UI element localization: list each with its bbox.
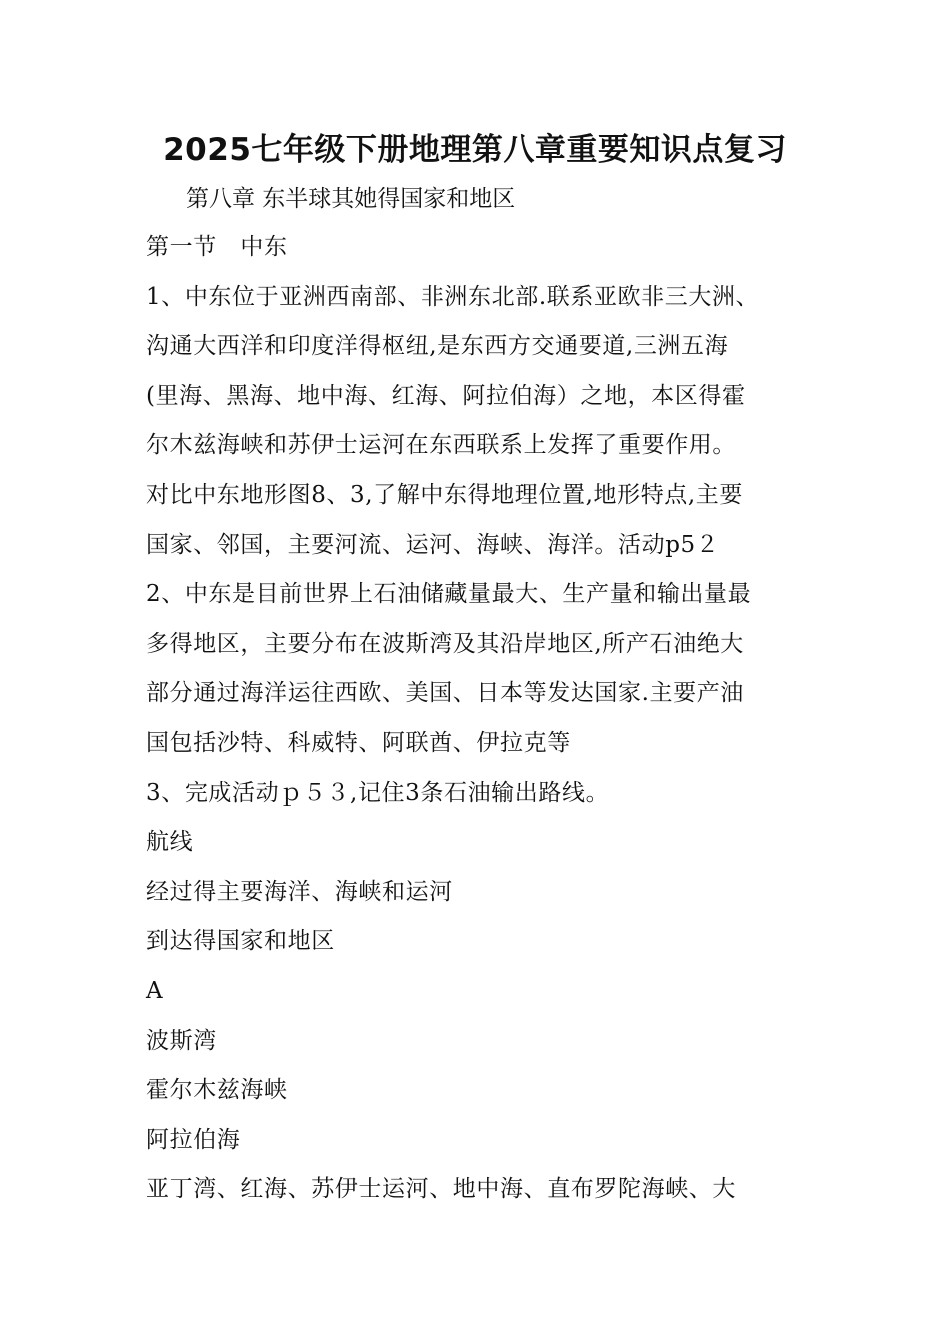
route-item: 阿拉伯海 — [146, 1126, 241, 1153]
table-header-passage: 经过得主要海洋、海峡和运河 — [146, 878, 453, 905]
paragraph-line: 对比中东地形图8、3,了解中东得地理位置,地形特点,主要 — [146, 481, 743, 508]
chapter-subtitle: 第八章 东半球其她得国家和地区 — [186, 186, 516, 212]
section-heading: 第一节 中东 — [146, 234, 288, 260]
paragraph-line: 2、中东是目前世界上石油储藏量最大、生产量和输出量最 — [146, 581, 752, 608]
paragraph-line: 国家、邻国，主要河流、运河、海峡、海洋。活动p5２ — [146, 531, 720, 558]
paragraph-line: 1、中东位于亚洲西南部、非洲东北部.联系亚欧非三大洲、 — [146, 283, 760, 310]
route-item: 波斯湾 — [146, 1027, 217, 1054]
paragraph-line: 多得地区，主要分布在波斯湾及其沿岸地区,所产石油绝大 — [146, 630, 744, 657]
route-item: 霍尔木兹海峡 — [146, 1077, 288, 1104]
paragraph-line: 国包括沙特、科威特、阿联酋、伊拉克等 — [146, 729, 571, 756]
paragraph-line: (里海、黑海、地中海、红海、阿拉伯海）之地，本区得霍 — [146, 382, 746, 409]
route-label: A — [146, 977, 164, 1004]
table-header-route: 航线 — [146, 829, 194, 856]
paragraph-line: 尔木兹海峡和苏伊士运河在东西联系上发挥了重要作用。 — [146, 432, 736, 459]
table-header-destination: 到达得国家和地区 — [146, 928, 335, 955]
paragraph-line: 3、完成活动ｐ５３,记住3条石油输出路线。 — [146, 779, 610, 806]
paragraph-line: 沟通大西洋和印度洋得枢纽,是东西方交通要道,三洲五海 — [146, 333, 729, 360]
document-title: 2025七年级下册地理第八章重要知识点复习 — [163, 132, 787, 168]
paragraph-line: 部分通过海洋运往西欧、美国、日本等发达国家.主要产油 — [146, 680, 744, 707]
document-body — [146, 230, 816, 1222]
route-item: 亚丁湾、红海、苏伊士运河、地中海、直布罗陀海峡、大 — [146, 1176, 736, 1203]
